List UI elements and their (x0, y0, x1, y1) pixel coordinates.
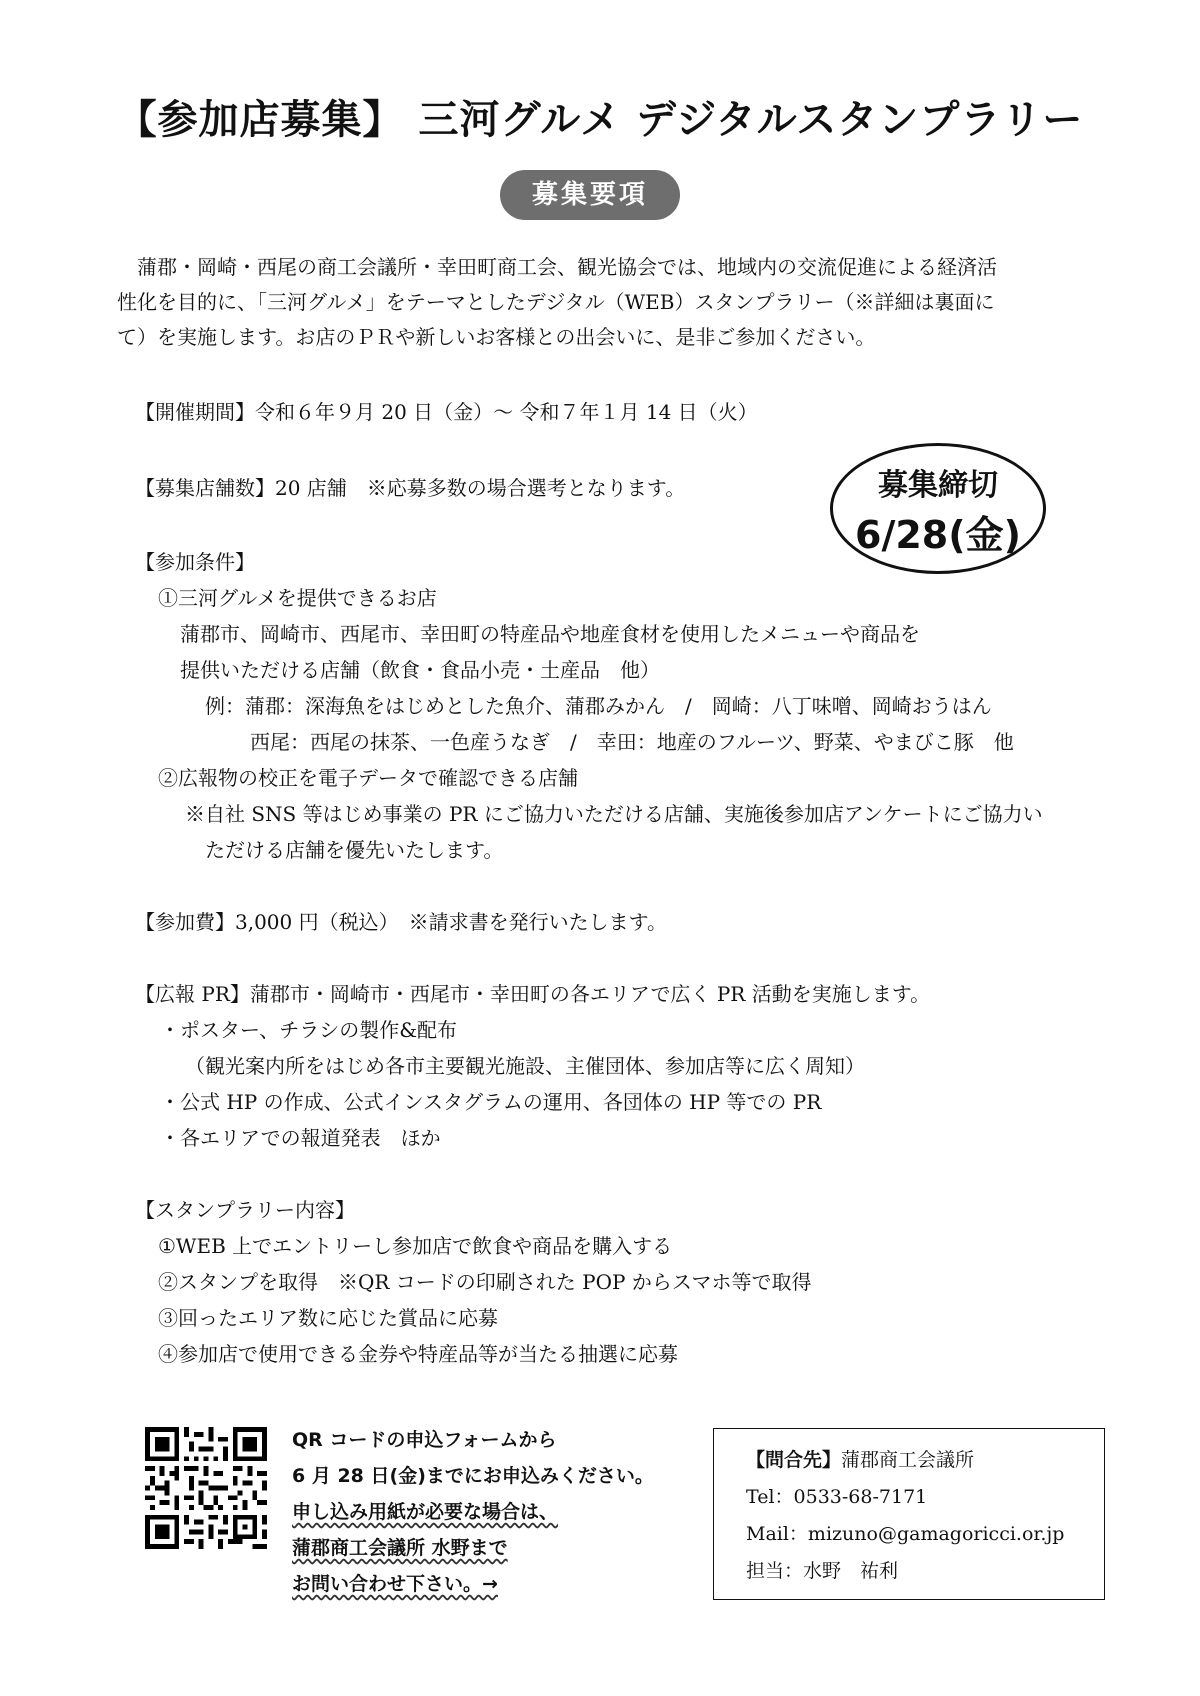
contact-box (713, 1428, 1105, 1600)
contact-heading-row (746, 1445, 974, 1472)
conditions-heading: 【参加条件】 (135, 550, 255, 574)
intro-line: 蒲郡・岡崎・西尾の商工会議所・幸田町商工会、観光協会では、地域内の交流促進による経済活 (137, 255, 997, 279)
participation-fee: 【参加費】3,000 円（税込） ※請求書を発行いたします。 (135, 910, 668, 934)
stamp-step: ③回ったエリア数に応じた賞品に応募 (158, 1306, 498, 1330)
contact-email[interactable]: Mail：mizuno@gamagoricci.or.jp (746, 1523, 1065, 1545)
apply-note: お問い合わせ下さい。→ (292, 1573, 498, 1595)
apply-note: 申し込み用紙が必要な場合は、 (292, 1501, 559, 1523)
qr-code[interactable] (145, 1427, 267, 1549)
stamp-step: ④参加店で使用できる金券や特産品等が当たる抽選に応募 (158, 1342, 678, 1366)
contact-tel[interactable]: Tel：0533-68-7171 (746, 1486, 928, 1508)
pr-item-detail: （観光案内所をはじめ各市主要観光施設、主催団体、参加店等に広く周知） (185, 1054, 865, 1078)
condition-1: ①三河グルメを提供できるお店 (158, 586, 437, 610)
deadline-label: 募集締切 (878, 468, 998, 503)
pr-item: ・ポスター、チラシの製作&配布 (160, 1018, 458, 1042)
store-count: 【募集店舗数】20 店舗 ※応募多数の場合選考となります。 (135, 476, 686, 500)
deadline-date: 6/28(金) (855, 513, 1021, 557)
intro-line: 性化を目的に、「三河グルメ」をテーマとしたデジタル（WEB）スタンプラリー（※詳細は裏面に (117, 290, 995, 314)
page-title: 【参加店募集】 三河グルメ デジタルスタンプラリー (116, 97, 1084, 143)
condition-1-detail: 蒲郡市、岡崎市、西尾市、幸田町の特産品や地産食材を使用したメニューや商品を (180, 622, 920, 646)
event-period: 【開催期間】令和６年９月 20 日（金）～ 令和７年１月 14 日（火） (135, 400, 758, 424)
pr-item: ・各エリアでの報道発表 ほか (160, 1126, 441, 1150)
deadline-oval (830, 443, 1046, 574)
apply-deadline: 6 月 28 日(金)までにお申込みください。 (292, 1465, 654, 1487)
priority-note: ただける店舗を優先いたします。 (205, 838, 504, 862)
pr-heading: 【広報 PR】蒲郡市・岡崎市・西尾市・幸田町の各エリアで広く PR 活動を実施します。 (135, 982, 931, 1006)
condition-1-detail: 提供いただける店舗（飲食・食品小売・土産品 他） (180, 658, 660, 682)
stamp-heading: 【スタンプラリー内容】 (135, 1198, 355, 1222)
stamp-step: ①WEB 上でエントリーし参加店で飲食や商品を購入する (158, 1234, 673, 1258)
stamp-step: ②スタンプを取得 ※QR コードの印刷された POP からスマホ等で取得 (158, 1270, 812, 1294)
condition-2: ②広報物の校正を電子データで確認できる店舗 (158, 766, 578, 790)
example-line: 例：蒲郡：深海魚をはじめとした魚介、蒲郡みかん / 岡崎：八丁味噌、岡崎おうはん (205, 694, 992, 718)
contact-org: 蒲郡商工会議所 (841, 1449, 975, 1471)
contact-person: 担当：水野 祐利 (746, 1560, 899, 1582)
contact-heading: 【問合先】 (746, 1449, 842, 1471)
intro-paragraph (117, 250, 1097, 355)
apply-line: QR コードの申込フォームから (292, 1429, 557, 1451)
intro-line: て）を実施します。お店のＰＲや新しいお客様との出会いに、是非ご参加ください。 (117, 325, 876, 349)
apply-note: 蒲郡商工会議所 水野まで (292, 1537, 508, 1559)
priority-note: ※自社 SNS 等はじめ事業の PR にご協力いただける店舗、実施後参加店アンケートにご協力い (185, 802, 1043, 826)
example-line: 西尾：西尾の抹茶、一色産うなぎ / 幸田：地産のフルーツ、野菜、やまびこ豚 他 (250, 730, 1014, 754)
section-badge: 募集要項 (500, 170, 680, 220)
pr-item: ・公式 HP の作成、公式インスタグラムの運用、各団体の HP 等での PR (160, 1090, 822, 1114)
